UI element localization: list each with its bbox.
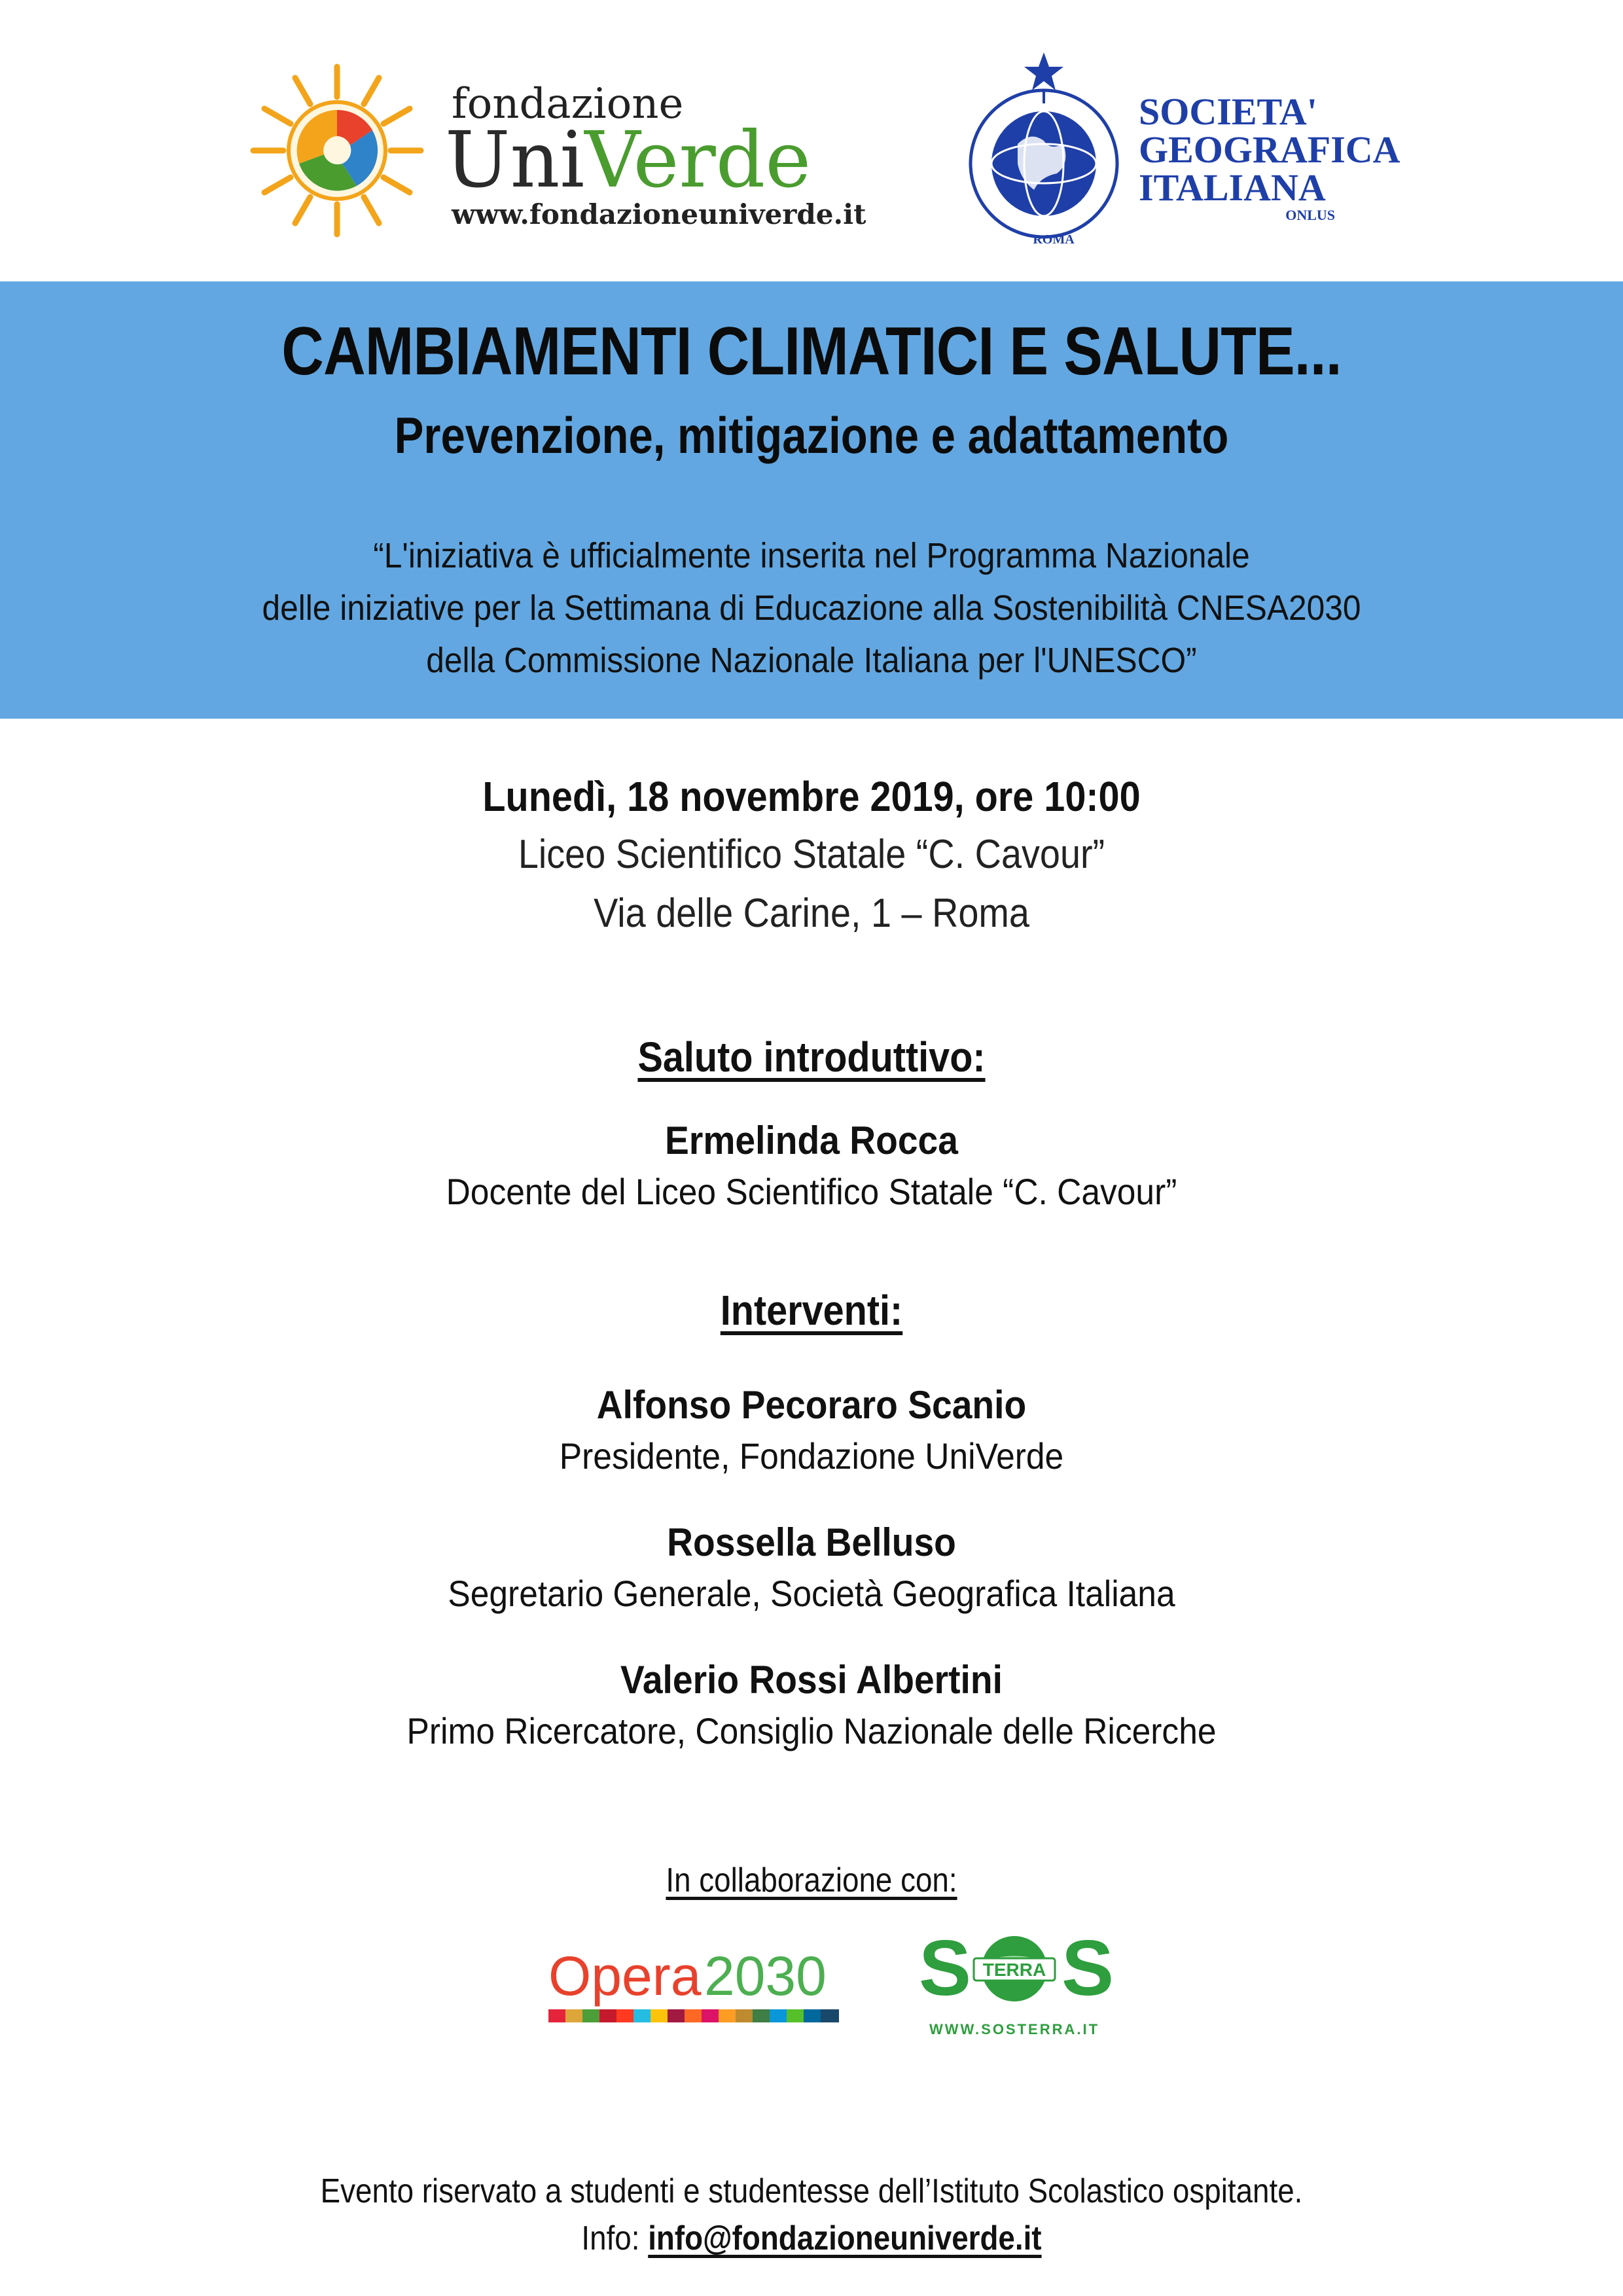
sosterra-url: WWW.SOSTERRA.IT [929, 2021, 1100, 2037]
intro-speaker-role: Docente del Liceo Scientifico Statale “C. Cavour” [446, 1171, 1177, 1212]
event-subtitle: Prevenzione, mitigazione e adattamento [394, 406, 1229, 464]
univerde-name [445, 115, 811, 205]
quote-line: della Commissione Nazionale Italiana per l'UNESCO” [426, 641, 1197, 680]
opera2030-logo [548, 1944, 849, 2029]
collaboration-label: In collaborazione con: [666, 1861, 957, 1899]
intro-heading: Saluto introduttivo: [637, 1033, 986, 1081]
speaker-name: Rossella Belluso [667, 1520, 956, 1564]
speaker-role: Presidente, Fondazione UniVerde [559, 1435, 1064, 1477]
sun-icon [253, 67, 421, 234]
sgi-seal-city: ROMA [1033, 232, 1075, 247]
speaker-role: Primo Ricercatore, Consiglio Nazionale delle Ricerche [406, 1710, 1217, 1751]
footer-note: Evento riservato a studenti e studentesse dell’Istituto Scolastico ospitante. [320, 2172, 1303, 2210]
sgi-line3: ITALIANA [1139, 166, 1326, 209]
talks-heading: Interventi: [720, 1287, 903, 1334]
sosterra-word: TERRA [982, 1960, 1046, 1980]
univerde-fondazione: fondazione [452, 80, 684, 128]
sgi-line2: GEOGRAFICA [1139, 128, 1400, 171]
univerde-url: www.fondazioneuniverde.it [452, 198, 866, 230]
speaker-role: Segretario Generale, Società Geografica Italiana [448, 1573, 1175, 1614]
event-venue: Liceo Scientifico Statale “C. Cavour” [518, 832, 1105, 877]
intro-speaker-name: Ermelinda Rocca [665, 1119, 958, 1162]
univerde-logo [249, 52, 866, 249]
footer-info [98, 2219, 1525, 2258]
sgi-onlus: ONLUS [1285, 207, 1335, 223]
event-address: Via delle Carine, 1 – Roma [594, 891, 1029, 936]
event-date: Lunedì, 18 novembre 2019, ore 10:00 [482, 773, 1141, 820]
info-email-link[interactable]: info@fondazioneuniverde.it [648, 2219, 1042, 2257]
info-label: Info: [581, 2219, 649, 2257]
sgi-logo [969, 46, 1400, 255]
svg-text:S: S [1061, 1924, 1115, 2012]
opera-word: Opera [548, 1945, 702, 2007]
quote-line: delle iniziative per la Settimana di Educazione alla Sostenibilità CNESA2030 [262, 588, 1361, 628]
sdg-color-strip [548, 2009, 839, 2022]
speaker-name: Valerio Rossi Albertini [620, 1658, 1003, 1702]
opera-year: 2030 [704, 1945, 827, 2007]
univerde-verde: Verde [584, 115, 812, 205]
sgi-line1: SOCIETA' [1139, 90, 1317, 133]
univerde-uni: Uni [445, 115, 585, 205]
speaker-name: Alfonso Pecoraro Scanio [596, 1383, 1027, 1427]
event-title: CAMBIAMENTI CLIMATICI E SALUTE... [281, 314, 1342, 389]
quote-line: “L'iniziativa è ufficialmente inserita nel Programma Nazionale [373, 536, 1250, 575]
sosterra-logo [916, 1918, 1113, 2049]
globe-seal-icon [971, 52, 1117, 237]
svg-text:S: S [919, 1924, 972, 2012]
